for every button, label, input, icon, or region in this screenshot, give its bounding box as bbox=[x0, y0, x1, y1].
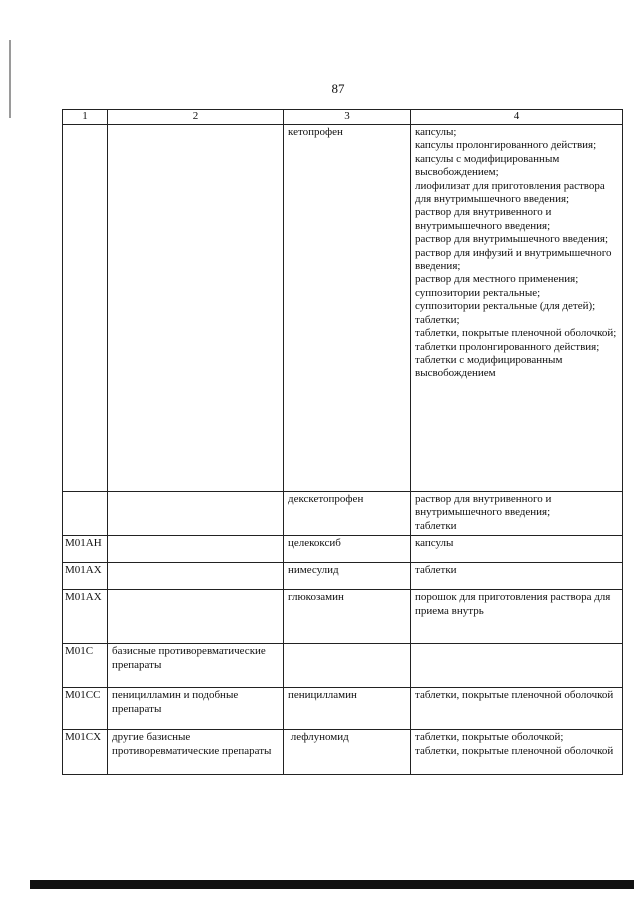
dosage-forms-text: капсулы bbox=[415, 537, 454, 550]
bottom-border-bar bbox=[30, 880, 634, 889]
dosage-forms-cell bbox=[411, 492, 623, 536]
drug-cell: целекоксиб bbox=[284, 536, 411, 563]
drug-cell: декскетопрофен bbox=[284, 492, 411, 536]
header-col-1: 1 bbox=[63, 110, 108, 125]
dosage-forms-cell bbox=[411, 688, 623, 730]
drug-cell: нимесулид bbox=[284, 563, 411, 590]
page-number: 87 bbox=[331, 81, 345, 96]
group-cell bbox=[108, 563, 284, 590]
atc-code-cell: M01AX bbox=[63, 590, 108, 644]
group-cell bbox=[108, 492, 284, 536]
drug-cell bbox=[284, 644, 411, 688]
atc-code-cell bbox=[63, 492, 108, 536]
atc-code-cell bbox=[63, 125, 108, 492]
atc-code-cell: M01AX bbox=[63, 563, 108, 590]
dosage-forms-cell bbox=[411, 125, 623, 492]
dosage-forms-text: порошок для приготовления раствора для приема внутрь bbox=[415, 591, 611, 617]
group-cell: другие базисные противоревматические препараты bbox=[108, 730, 284, 775]
margin-mark bbox=[9, 40, 11, 118]
header-col-2: 2 bbox=[108, 110, 284, 125]
table-row bbox=[63, 125, 623, 492]
drug-table bbox=[62, 109, 623, 775]
dosage-forms-cell bbox=[411, 730, 623, 775]
header-row bbox=[63, 110, 623, 125]
table-row bbox=[63, 590, 623, 644]
atc-code-cell: M01C bbox=[63, 644, 108, 688]
drug-cell: пеницилламин bbox=[284, 688, 411, 730]
dosage-forms-text: раствор для внутривенного и внутримышечного введения; таблетки bbox=[415, 493, 552, 532]
dosage-forms-cell bbox=[411, 590, 623, 644]
atc-code-cell: M01CX bbox=[63, 730, 108, 775]
group-cell: пеницилламин и подобные препараты bbox=[108, 688, 284, 730]
drug-cell: кетопрофен bbox=[284, 125, 411, 492]
dosage-forms-cell bbox=[411, 536, 623, 563]
table-row bbox=[63, 563, 623, 590]
dosage-forms-text: таблетки bbox=[415, 564, 457, 577]
dosage-forms-text: капсулы; капсулы пролонгированного действия; капсулы с модифицированным высвобождением; лиофилизат для приготовления раствора для внутримышечного введения; раствор для внутривенного и внутримышечного введения; раствор для внутримышечного введения; раствор для инфузий и внутримышечного введения; раствор для местного применения; суппозитории ректальные; суппозитории ректальные (для детей); таблетки; таблетки, покрытые пленочной оболочкой; таблетки пролонгированного действия; таблетки с модифицированным высвобождением bbox=[415, 126, 617, 380]
dosage-forms-cell bbox=[411, 644, 623, 688]
table-row bbox=[63, 688, 623, 730]
drug-cell: лефлуномид bbox=[284, 730, 411, 775]
table-row bbox=[63, 492, 623, 536]
group-cell: базисные противоревматические препараты bbox=[108, 644, 284, 688]
group-cell bbox=[108, 125, 284, 492]
dosage-forms-text: таблетки, покрытые пленочной оболочкой bbox=[415, 689, 614, 702]
table-row bbox=[63, 730, 623, 775]
group-cell bbox=[108, 590, 284, 644]
dosage-forms-text: таблетки, покрытые оболочкой; таблетки, покрытые пленочной оболочкой bbox=[415, 731, 614, 757]
header-col-4: 4 bbox=[411, 110, 623, 125]
group-cell bbox=[108, 536, 284, 563]
atc-code-cell: M01AH bbox=[63, 536, 108, 563]
atc-code-cell: M01CC bbox=[63, 688, 108, 730]
table-row bbox=[63, 536, 623, 563]
drug-cell: глюкозамин bbox=[284, 590, 411, 644]
header-col-3: 3 bbox=[284, 110, 411, 125]
dosage-forms-cell bbox=[411, 563, 623, 590]
table-row bbox=[63, 644, 623, 688]
